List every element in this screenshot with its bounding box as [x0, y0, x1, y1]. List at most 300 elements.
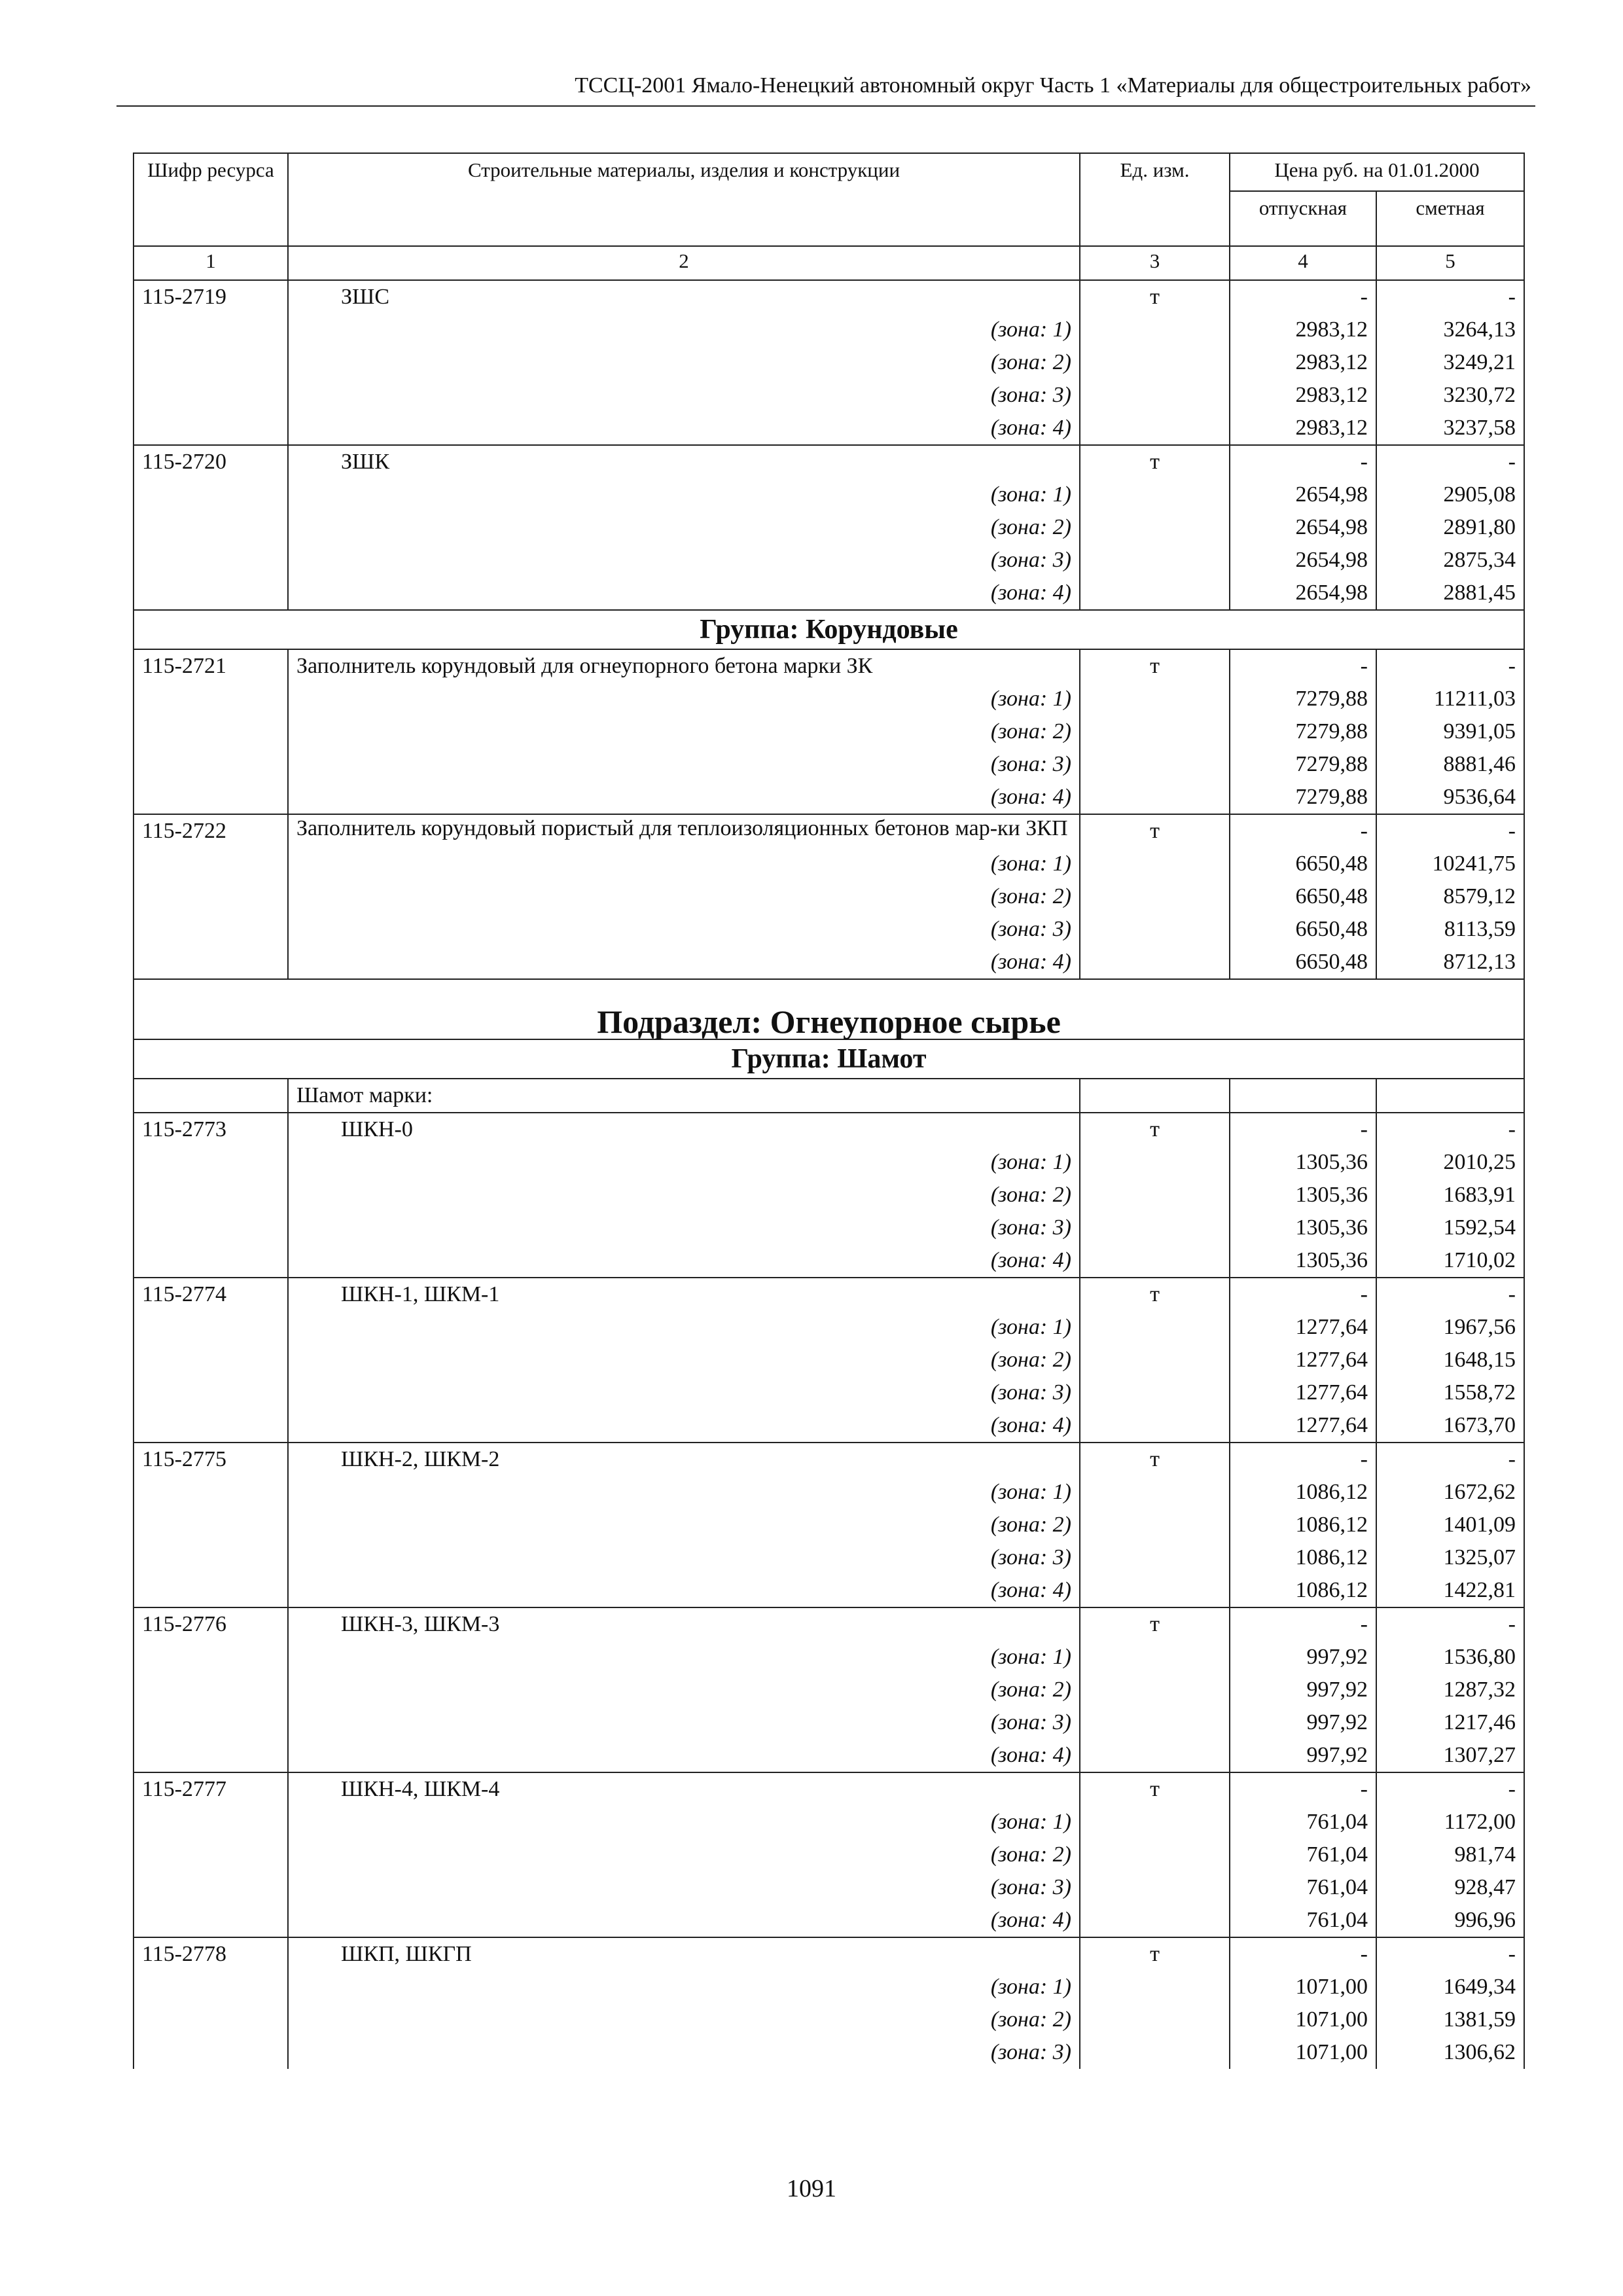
empty-cell: [1080, 379, 1230, 412]
empty-cell: [1080, 781, 1230, 814]
zone-label: (зона: 2): [288, 2003, 1080, 2036]
table-body: [134, 280, 1524, 2069]
empty-cell: [134, 1146, 288, 1179]
header-divider: [116, 105, 1535, 107]
unit-cell: т: [1080, 445, 1230, 478]
release-price: 997,92: [1230, 1706, 1376, 1739]
estimate-price: 1558,72: [1376, 1376, 1524, 1409]
table-row: [134, 1113, 1524, 1146]
empty-cell: [134, 848, 288, 880]
release-price: 1086,12: [1230, 1574, 1376, 1607]
zone-label: (зона: 1): [288, 1476, 1080, 1509]
estimate-price: 2905,08: [1376, 478, 1524, 511]
zone-label: (зона: 3): [288, 748, 1080, 781]
estimate-price: 928,47: [1376, 1871, 1524, 1904]
estimate-price: -: [1376, 1113, 1524, 1146]
empty-cell: [1080, 1541, 1230, 1574]
empty-cell: [1080, 1244, 1230, 1278]
release-price: -: [1230, 1937, 1376, 1971]
empty-cell: [134, 1971, 288, 2003]
material-name: ШКН-2, ШКМ-2: [288, 1443, 1080, 1476]
group-heading: Группа: Корундовые: [134, 610, 1524, 649]
estimate-price: 3249,21: [1376, 346, 1524, 379]
estimate-price: 2875,34: [1376, 544, 1524, 577]
col-header-unit: Ед. изм.: [1080, 153, 1230, 246]
empty-cell: [134, 2036, 288, 2069]
release-price: -: [1230, 280, 1376, 314]
estimate-price: 8712,13: [1376, 946, 1524, 979]
empty-cell: [1080, 748, 1230, 781]
estimate-price: 1307,27: [1376, 1739, 1524, 1772]
empty-cell: [134, 314, 288, 346]
zone-label: (зона: 4): [288, 1904, 1080, 1937]
empty-cell: [1080, 1079, 1230, 1113]
zone-row: [134, 913, 1524, 946]
empty-cell: [1080, 1739, 1230, 1772]
estimate-price: 2881,45: [1376, 577, 1524, 610]
zone-label: (зона: 3): [288, 1871, 1080, 1904]
release-price: -: [1230, 445, 1376, 478]
empty-cell: [1080, 1344, 1230, 1376]
release-price: 1086,12: [1230, 1541, 1376, 1574]
empty-cell: [1080, 683, 1230, 715]
release-price: 1305,36: [1230, 1211, 1376, 1244]
zone-label: (зона: 1): [288, 1971, 1080, 2003]
estimate-price: 1325,07: [1376, 1541, 1524, 1574]
note-row: [134, 1079, 1524, 1113]
estimate-price: 9536,64: [1376, 781, 1524, 814]
zone-row: [134, 379, 1524, 412]
estimate-price: 1672,62: [1376, 1476, 1524, 1509]
release-price: 2654,98: [1230, 544, 1376, 577]
release-price: 1086,12: [1230, 1509, 1376, 1541]
zone-row: [134, 1871, 1524, 1904]
zone-row: [134, 1706, 1524, 1739]
zone-row: [134, 715, 1524, 748]
zone-row: [134, 880, 1524, 913]
release-price: 1071,00: [1230, 2036, 1376, 2069]
release-price: 761,04: [1230, 1871, 1376, 1904]
release-price: -: [1230, 814, 1376, 848]
estimate-price: -: [1376, 1772, 1524, 1806]
zone-label: (зона: 1): [288, 848, 1080, 880]
estimate-price: 1648,15: [1376, 1344, 1524, 1376]
material-name: ШКП, ШКГП: [288, 1937, 1080, 1971]
estimate-price: 1172,00: [1376, 1806, 1524, 1839]
release-price: 761,04: [1230, 1839, 1376, 1871]
zone-row: [134, 1641, 1524, 1674]
zone-row: [134, 1839, 1524, 1871]
estimate-price: -: [1376, 445, 1524, 478]
release-price: 1305,36: [1230, 1244, 1376, 1278]
empty-cell: [1080, 715, 1230, 748]
release-price: -: [1230, 649, 1376, 683]
estimate-price: 1683,91: [1376, 1179, 1524, 1211]
empty-cell: [134, 412, 288, 445]
empty-cell: [134, 1409, 288, 1443]
zone-label: (зона: 2): [288, 1674, 1080, 1706]
empty-cell: [134, 1476, 288, 1509]
note-text: Шамот марки:: [288, 1079, 1080, 1113]
resource-code: 115-2775: [134, 1443, 288, 1476]
release-price: 997,92: [1230, 1739, 1376, 1772]
empty-cell: [1080, 577, 1230, 610]
zone-row: [134, 1574, 1524, 1607]
empty-cell: [1080, 2003, 1230, 2036]
empty-cell: [134, 577, 288, 610]
col-number: 1: [134, 246, 288, 280]
empty-cell: [134, 715, 288, 748]
estimate-price: 8113,59: [1376, 913, 1524, 946]
zone-label: (зона: 1): [288, 478, 1080, 511]
empty-cell: [134, 880, 288, 913]
zone-row: [134, 478, 1524, 511]
material-name: ЗШС: [288, 280, 1080, 314]
release-price: 2983,12: [1230, 346, 1376, 379]
page-number: 1091: [787, 2175, 836, 2202]
table-row: [134, 1443, 1524, 1476]
estimate-price: 1217,46: [1376, 1706, 1524, 1739]
zone-label: (зона: 1): [288, 1146, 1080, 1179]
estimate-price: -: [1376, 814, 1524, 848]
zone-label: (зона: 3): [288, 544, 1080, 577]
zone-label: (зона: 1): [288, 1311, 1080, 1344]
zone-label: (зона: 4): [288, 1739, 1080, 1772]
table-row: [134, 814, 1524, 848]
zone-row: [134, 1541, 1524, 1574]
estimate-price: 2010,25: [1376, 1146, 1524, 1179]
empty-cell: [1080, 544, 1230, 577]
table-header: [134, 153, 1524, 280]
release-price: -: [1230, 1278, 1376, 1311]
release-price: 7279,88: [1230, 683, 1376, 715]
empty-cell: [134, 1806, 288, 1839]
release-price: 1277,64: [1230, 1409, 1376, 1443]
col-header-price: Цена руб. на 01.01.2000: [1230, 153, 1524, 191]
zone-label: (зона: 4): [288, 946, 1080, 979]
zone-row: [134, 1739, 1524, 1772]
zone-row: [134, 683, 1524, 715]
empty-cell: [1080, 1311, 1230, 1344]
resource-code: 115-2773: [134, 1113, 288, 1146]
estimate-price: 2891,80: [1376, 511, 1524, 544]
empty-cell: [1080, 1211, 1230, 1244]
empty-cell: [134, 1244, 288, 1278]
release-price: -: [1230, 1443, 1376, 1476]
zone-row: [134, 848, 1524, 880]
release-price: 761,04: [1230, 1806, 1376, 1839]
zone-label: (зона: 3): [288, 379, 1080, 412]
unit-cell: т: [1080, 649, 1230, 683]
zone-label: (зона: 2): [288, 1509, 1080, 1541]
material-name: Заполнитель корундовый для огнеупорного бетона марки ЗК: [288, 649, 1080, 683]
zone-row: [134, 1311, 1524, 1344]
zone-label: (зона: 3): [288, 1376, 1080, 1409]
empty-cell: [1080, 478, 1230, 511]
material-name: ШКН-0: [288, 1113, 1080, 1146]
release-price: -: [1230, 1772, 1376, 1806]
zone-row: [134, 1509, 1524, 1541]
resource-code: 115-2774: [134, 1278, 288, 1311]
zone-row: [134, 781, 1524, 814]
empty-cell: [1080, 1839, 1230, 1871]
price-table: [133, 152, 1525, 2069]
zone-row: [134, 1376, 1524, 1409]
empty-cell: [1080, 346, 1230, 379]
document-header: ТССЦ-2001 Ямало-Ненецкий автономный округ Часть 1 «Материалы для общестроительных работ»: [575, 73, 1531, 98]
empty-cell: [134, 1871, 288, 1904]
estimate-price: -: [1376, 1937, 1524, 1971]
empty-cell: [1080, 1871, 1230, 1904]
empty-cell: [134, 1739, 288, 1772]
table-row: [134, 280, 1524, 314]
empty-cell: [134, 544, 288, 577]
zone-label: (зона: 3): [288, 1706, 1080, 1739]
zone-row: [134, 1476, 1524, 1509]
zone-label: (зона: 2): [288, 880, 1080, 913]
release-price: 1277,64: [1230, 1311, 1376, 1344]
resource-code: 115-2721: [134, 649, 288, 683]
zone-label: (зона: 2): [288, 346, 1080, 379]
table-row: [134, 1772, 1524, 1806]
estimate-price: 3237,58: [1376, 412, 1524, 445]
col-number: 5: [1376, 246, 1524, 280]
estimate-price: 3230,72: [1376, 379, 1524, 412]
zone-label: (зона: 4): [288, 1244, 1080, 1278]
col-number: 4: [1230, 246, 1376, 280]
zone-row: [134, 412, 1524, 445]
empty-cell: [134, 478, 288, 511]
subsection-heading: Подраздел: Огнеупорное сырье: [134, 979, 1524, 1039]
empty-cell: [1080, 1641, 1230, 1674]
empty-cell: [1080, 848, 1230, 880]
zone-row: [134, 748, 1524, 781]
zone-label: (зона: 2): [288, 1839, 1080, 1871]
material-name: ШКН-3, ШКМ-3: [288, 1607, 1080, 1641]
zone-label: (зона: 4): [288, 1409, 1080, 1443]
zone-row: [134, 1806, 1524, 1839]
zone-row: [134, 544, 1524, 577]
release-price: 1305,36: [1230, 1146, 1376, 1179]
empty-cell: [1080, 1509, 1230, 1541]
group-heading-row: [134, 1039, 1524, 1079]
table-row: [134, 445, 1524, 478]
table-row: [134, 1937, 1524, 1971]
zone-row: [134, 946, 1524, 979]
zone-row: [134, 1179, 1524, 1211]
empty-cell: [134, 748, 288, 781]
release-price: 2983,12: [1230, 379, 1376, 412]
unit-cell: т: [1080, 1278, 1230, 1311]
estimate-price: 1649,34: [1376, 1971, 1524, 2003]
empty-cell: [134, 1904, 288, 1937]
release-price: 2654,98: [1230, 577, 1376, 610]
release-price: 7279,88: [1230, 781, 1376, 814]
empty-cell: [134, 1509, 288, 1541]
empty-cell: [134, 1706, 288, 1739]
estimate-price: 1967,56: [1376, 1311, 1524, 1344]
empty-cell: [134, 683, 288, 715]
zone-label: (зона: 3): [288, 2036, 1080, 2069]
zone-label: (зона: 4): [288, 577, 1080, 610]
unit-cell: т: [1080, 1772, 1230, 1806]
empty-cell: [1080, 913, 1230, 946]
empty-cell: [1376, 1079, 1524, 1113]
estimate-price: 9391,05: [1376, 715, 1524, 748]
empty-cell: [1080, 880, 1230, 913]
resource-code: 115-2777: [134, 1772, 288, 1806]
material-name: Заполнитель корундовый пористый для теплоизоляционных бетонов мар-ки ЗКП: [288, 814, 1080, 848]
material-name: ШКН-4, ШКМ-4: [288, 1772, 1080, 1806]
unit-cell: т: [1080, 1443, 1230, 1476]
col-header-release: отпускная: [1230, 191, 1376, 246]
zone-row: [134, 1674, 1524, 1706]
estimate-price: -: [1376, 1607, 1524, 1641]
empty-cell: [1080, 1904, 1230, 1937]
empty-cell: [1080, 2036, 1230, 2069]
zone-label: (зона: 4): [288, 781, 1080, 814]
empty-cell: [1080, 1476, 1230, 1509]
zone-row: [134, 346, 1524, 379]
estimate-price: -: [1376, 1278, 1524, 1311]
group-heading: Группа: Шамот: [134, 1039, 1524, 1079]
zone-label: (зона: 2): [288, 1179, 1080, 1211]
unit-cell: т: [1080, 1607, 1230, 1641]
zone-label: (зона: 4): [288, 412, 1080, 445]
zone-row: [134, 1971, 1524, 2003]
table-row: [134, 1278, 1524, 1311]
zone-row: [134, 2003, 1524, 2036]
table-row: [134, 1607, 1524, 1641]
release-price: 2654,98: [1230, 478, 1376, 511]
estimate-price: 1673,70: [1376, 1409, 1524, 1443]
material-name: ЗШК: [288, 445, 1080, 478]
col-number: 2: [288, 246, 1080, 280]
empty-cell: [1080, 1806, 1230, 1839]
estimate-price: 1287,32: [1376, 1674, 1524, 1706]
zone-label: (зона: 1): [288, 683, 1080, 715]
release-price: 1086,12: [1230, 1476, 1376, 1509]
zone-label: (зона: 1): [288, 1641, 1080, 1674]
release-price: 2983,12: [1230, 412, 1376, 445]
resource-code: 115-2722: [134, 814, 288, 848]
release-price: 1277,64: [1230, 1344, 1376, 1376]
unit-cell: т: [1080, 1937, 1230, 1971]
empty-cell: [134, 781, 288, 814]
zone-row: [134, 1211, 1524, 1244]
release-price: 6650,48: [1230, 848, 1376, 880]
release-price: 6650,48: [1230, 880, 1376, 913]
empty-cell: [134, 379, 288, 412]
release-price: -: [1230, 1113, 1376, 1146]
empty-cell: [1080, 1674, 1230, 1706]
resource-code: 115-2776: [134, 1607, 288, 1641]
release-price: 2983,12: [1230, 314, 1376, 346]
zone-row: [134, 577, 1524, 610]
estimate-price: 3264,13: [1376, 314, 1524, 346]
empty-cell: [1080, 1376, 1230, 1409]
col-header-code: Шифр ресурса: [134, 153, 288, 246]
zone-row: [134, 1244, 1524, 1278]
zone-row: [134, 314, 1524, 346]
zone-row: [134, 2036, 1524, 2069]
estimate-price: 1422,81: [1376, 1574, 1524, 1607]
empty-cell: [1230, 1079, 1376, 1113]
zone-label: (зона: 1): [288, 1806, 1080, 1839]
empty-cell: [1080, 412, 1230, 445]
release-price: 1071,00: [1230, 2003, 1376, 2036]
release-price: 7279,88: [1230, 748, 1376, 781]
release-price: -: [1230, 1607, 1376, 1641]
estimate-price: 996,96: [1376, 1904, 1524, 1937]
zone-label: (зона: 1): [288, 314, 1080, 346]
zone-label: (зона: 2): [288, 511, 1080, 544]
estimate-price: 11211,03: [1376, 683, 1524, 715]
resource-code: 115-2720: [134, 445, 288, 478]
estimate-price: -: [1376, 649, 1524, 683]
empty-cell: [1080, 1971, 1230, 2003]
empty-cell: [1080, 314, 1230, 346]
estimate-price: 1401,09: [1376, 1509, 1524, 1541]
release-price: 997,92: [1230, 1641, 1376, 1674]
material-name: ШКН-1, ШКМ-1: [288, 1278, 1080, 1311]
empty-cell: [134, 1574, 288, 1607]
unit-cell: т: [1080, 280, 1230, 314]
empty-cell: [134, 1541, 288, 1574]
estimate-price: -: [1376, 1443, 1524, 1476]
release-price: 1277,64: [1230, 1376, 1376, 1409]
release-price: 997,92: [1230, 1674, 1376, 1706]
estimate-price: 1306,62: [1376, 2036, 1524, 2069]
empty-cell: [1080, 1706, 1230, 1739]
estimate-price: 1710,02: [1376, 1244, 1524, 1278]
empty-cell: [134, 1344, 288, 1376]
empty-cell: [134, 1179, 288, 1211]
empty-cell: [134, 1839, 288, 1871]
empty-cell: [1080, 1409, 1230, 1443]
estimate-price: 981,74: [1376, 1839, 1524, 1871]
zone-label: (зона: 3): [288, 1211, 1080, 1244]
zone-row: [134, 1904, 1524, 1937]
estimate-price: 1592,54: [1376, 1211, 1524, 1244]
empty-cell: [1080, 1574, 1230, 1607]
empty-cell: [1080, 511, 1230, 544]
resource-code: 115-2719: [134, 280, 288, 314]
release-price: 761,04: [1230, 1904, 1376, 1937]
zone-label: (зона: 2): [288, 1344, 1080, 1376]
estimate-price: 8881,46: [1376, 748, 1524, 781]
col-header-name: Строительные материалы, изделия и конструкции: [288, 153, 1080, 246]
table-row: [134, 649, 1524, 683]
unit-cell: т: [1080, 814, 1230, 848]
col-header-estimate: сметная: [1376, 191, 1524, 246]
empty-cell: [134, 913, 288, 946]
empty-cell: [134, 511, 288, 544]
release-price: 7279,88: [1230, 715, 1376, 748]
empty-cell: [134, 1079, 288, 1113]
empty-cell: [134, 1376, 288, 1409]
empty-cell: [134, 346, 288, 379]
estimate-price: -: [1376, 280, 1524, 314]
zone-label: (зона: 4): [288, 1574, 1080, 1607]
estimate-price: 8579,12: [1376, 880, 1524, 913]
empty-cell: [1080, 1146, 1230, 1179]
release-price: 1305,36: [1230, 1179, 1376, 1211]
estimate-price: 1536,80: [1376, 1641, 1524, 1674]
zone-row: [134, 1409, 1524, 1443]
unit-cell: т: [1080, 1113, 1230, 1146]
estimate-price: 1381,59: [1376, 2003, 1524, 2036]
